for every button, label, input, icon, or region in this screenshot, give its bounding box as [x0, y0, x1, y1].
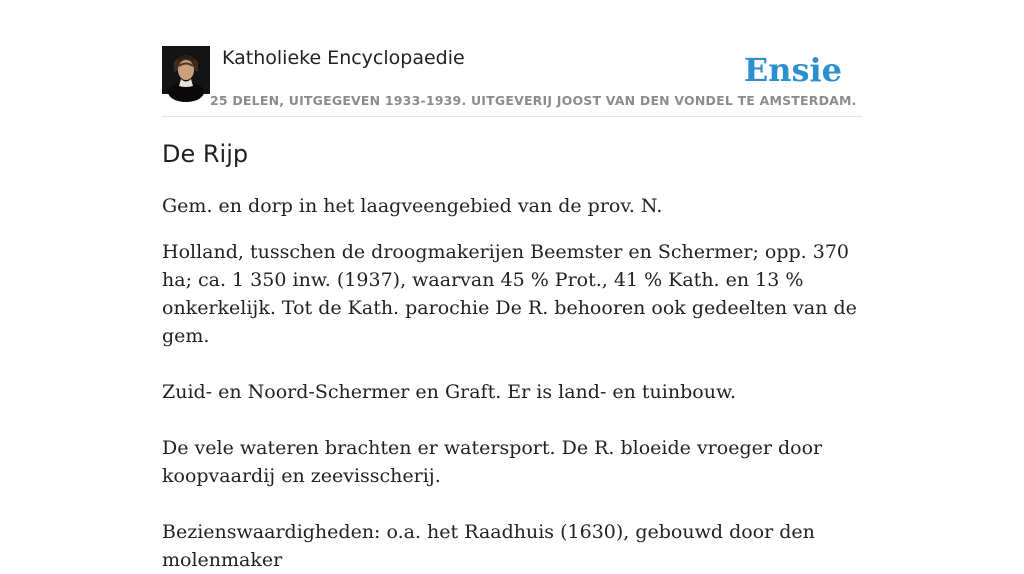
avatar[interactable]: [162, 46, 210, 94]
article: [162, 136, 862, 574]
article-paragraph: Bezienswaardigheden: o.a. het Raadhuis (1630), gebouwd door den molenmaker: [162, 521, 815, 571]
portrait-icon: [162, 46, 210, 94]
article-paragraph: Gem. en dorp in het laagveengebied van de prov. N.: [162, 195, 663, 217]
article-paragraph: Zuid- en Noord-Schermer en Graft. Er is land- en tuinbouw.: [162, 381, 736, 403]
source-header: [162, 46, 862, 117]
article-paragraph: Holland, tusschen de droogmakerijen Beemster en Schermer; opp. 370 ha; ca. 1 350 inw. (1937), waarvan 45 % Prot., 41 % Kath. en 13 % onkerkelijk. Tot de Kath. parochie De R. behooren ook gedeelten van de gem.: [162, 241, 857, 347]
source-subtitle: 25 DELEN, UITGEGEVEN 1933-1939. UITGEVERIJ JOOST VAN DEN VONDEL TE AMSTERDAM.: [210, 93, 857, 108]
brand-logo[interactable]: Ensie: [743, 51, 842, 89]
source-title[interactable]: Katholieke Encyclopaedie: [222, 47, 465, 69]
article-title: De Rijp: [162, 140, 249, 168]
article-paragraph: De vele wateren brachten er watersport. De R. bloeide vroeger door koopvaardij en zeevisscherij.: [162, 437, 823, 487]
